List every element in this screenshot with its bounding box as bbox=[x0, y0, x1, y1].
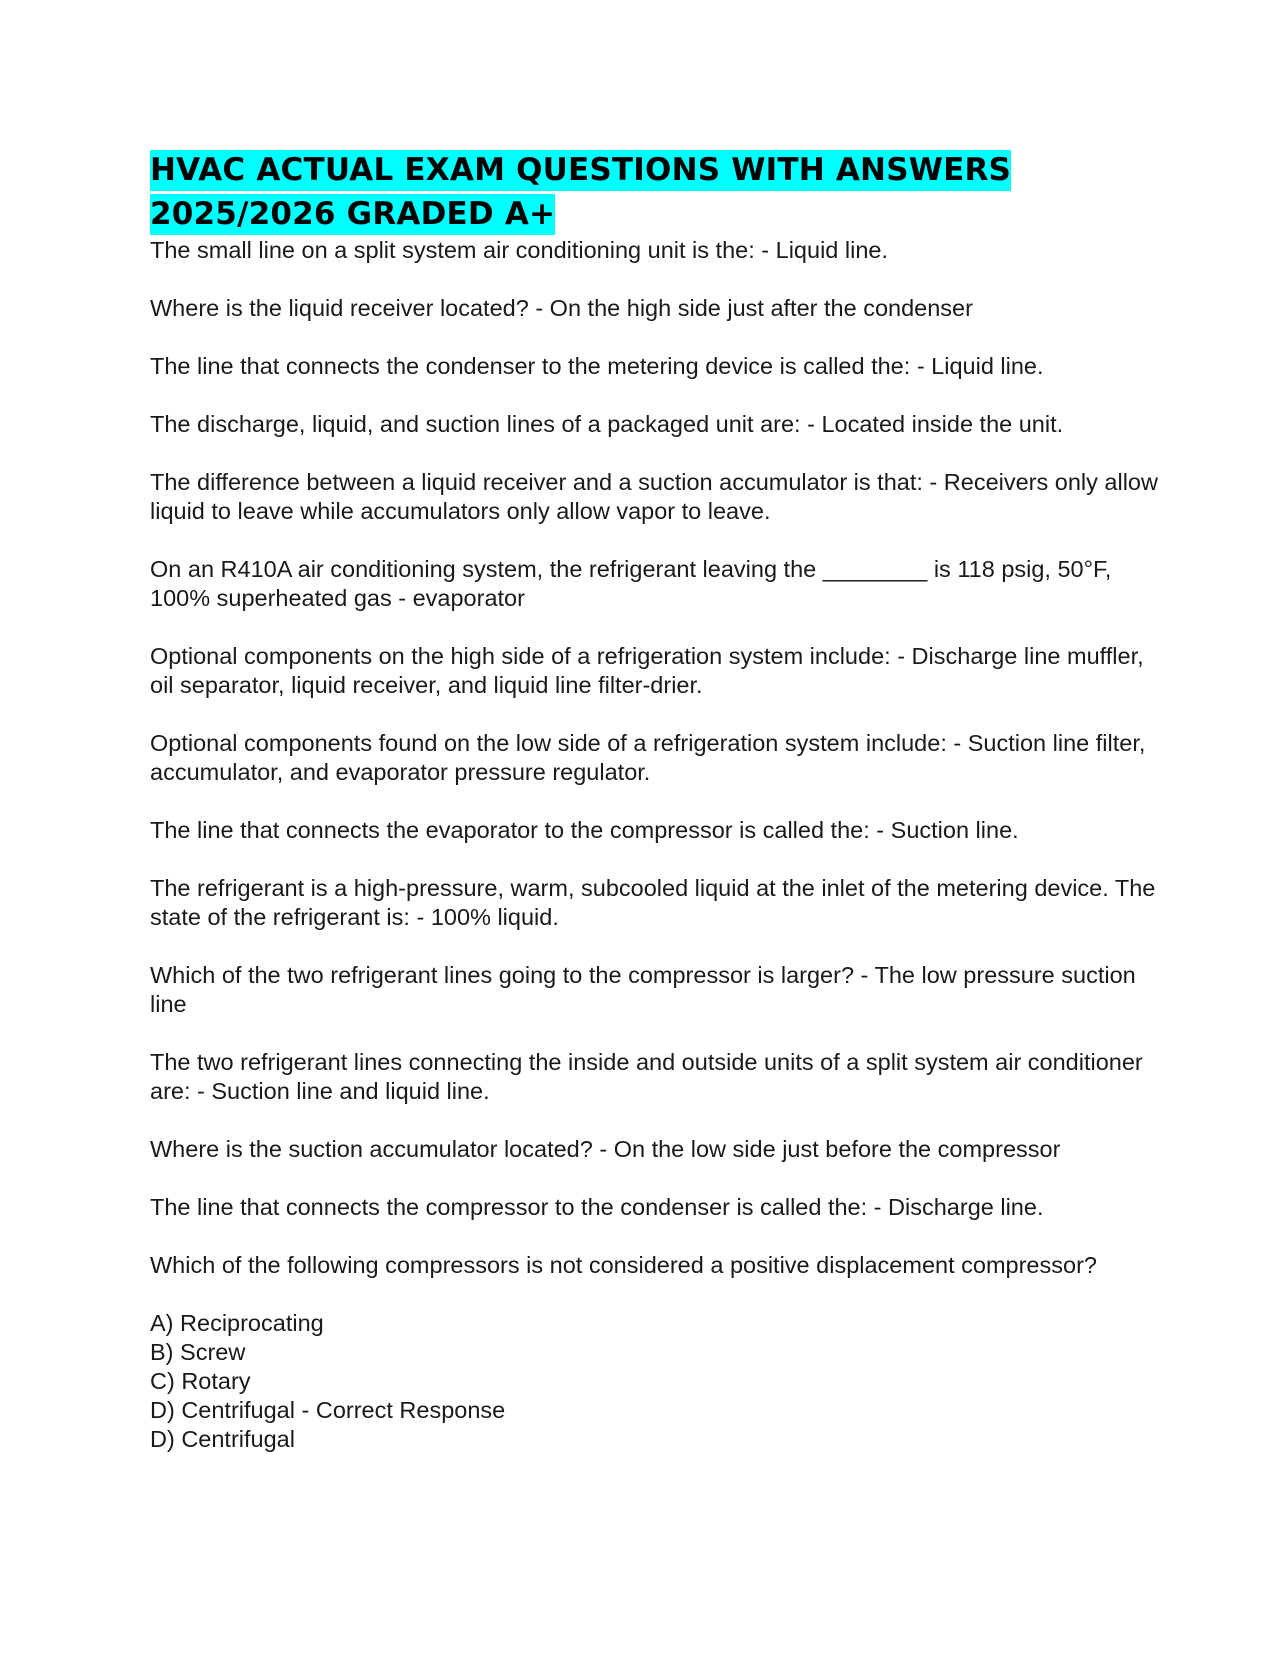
qa-item: Where is the suction accumulator located? - On the low side just before the compressor bbox=[150, 1136, 1061, 1162]
qa-item: On an R410A air conditioning system, the refrigerant leaving the ________ is 118 psig, 50°F, 100% superheated gas - evaporator bbox=[150, 556, 1118, 611]
document-page bbox=[150, 148, 1165, 1454]
qa-item: The difference between a liquid receiver and a suction accumulator is that: - Receivers only allow liquid to leave while accumulators only allow vapor to leave. bbox=[150, 469, 1165, 524]
qa-item: Optional components on the high side of a refrigeration system include: - Discharge line muffler, oil separator, liquid receiver, and liquid line filter-drier. bbox=[150, 643, 1151, 698]
qa-item: The two refrigerant lines connecting the inside and outside units of a split system air conditioner are: - Suction line and liquid line. bbox=[150, 1049, 1150, 1104]
qa-item: Where is the liquid receiver located? - On the high side just after the condenser bbox=[150, 295, 973, 321]
document-title bbox=[150, 148, 1160, 236]
answer-option: C) Rotary bbox=[150, 1368, 251, 1394]
qa-item: The small line on a split system air conditioning unit is the: - Liquid line. bbox=[150, 237, 889, 263]
answer-option: A) Reciprocating bbox=[150, 1310, 324, 1336]
qa-item: The refrigerant is a high-pressure, warm, subcooled liquid at the inlet of the metering device. The state of the refrigerant is: - 100% liquid. bbox=[150, 875, 1162, 930]
answer-option: B) Screw bbox=[150, 1339, 246, 1365]
qa-question: Which of the following compressors is not considered a positive displacement compressor? bbox=[150, 1252, 1097, 1278]
answer-option-correct: D) Centrifugal - Correct Response bbox=[150, 1397, 506, 1423]
qa-item: The line that connects the condenser to the metering device is called the: - Liquid line. bbox=[150, 353, 1044, 379]
qa-item: Which of the two refrigerant lines going to the compressor is larger? - The low pressure suction line bbox=[150, 962, 1143, 1017]
title-line-2: 2025/2026 GRADED A+ bbox=[150, 194, 555, 235]
qa-item: Optional components found on the low side of a refrigeration system include: - Suction line filter, accumulator, and evaporator pressure regulator. bbox=[150, 730, 1152, 785]
answer-option: D) Centrifugal bbox=[150, 1426, 295, 1452]
qa-item: The discharge, liquid, and suction lines of a packaged unit are: - Located inside the unit. bbox=[150, 411, 1064, 437]
title-line-1: HVAC ACTUAL EXAM QUESTIONS WITH ANSWERS bbox=[150, 150, 1011, 191]
qa-item: The line that connects the evaporator to the compressor is called the: - Suction line. bbox=[150, 817, 1019, 843]
qa-item: The line that connects the compressor to the condenser is called the: - Discharge line. bbox=[150, 1194, 1044, 1220]
answer-options bbox=[150, 1309, 1160, 1454]
